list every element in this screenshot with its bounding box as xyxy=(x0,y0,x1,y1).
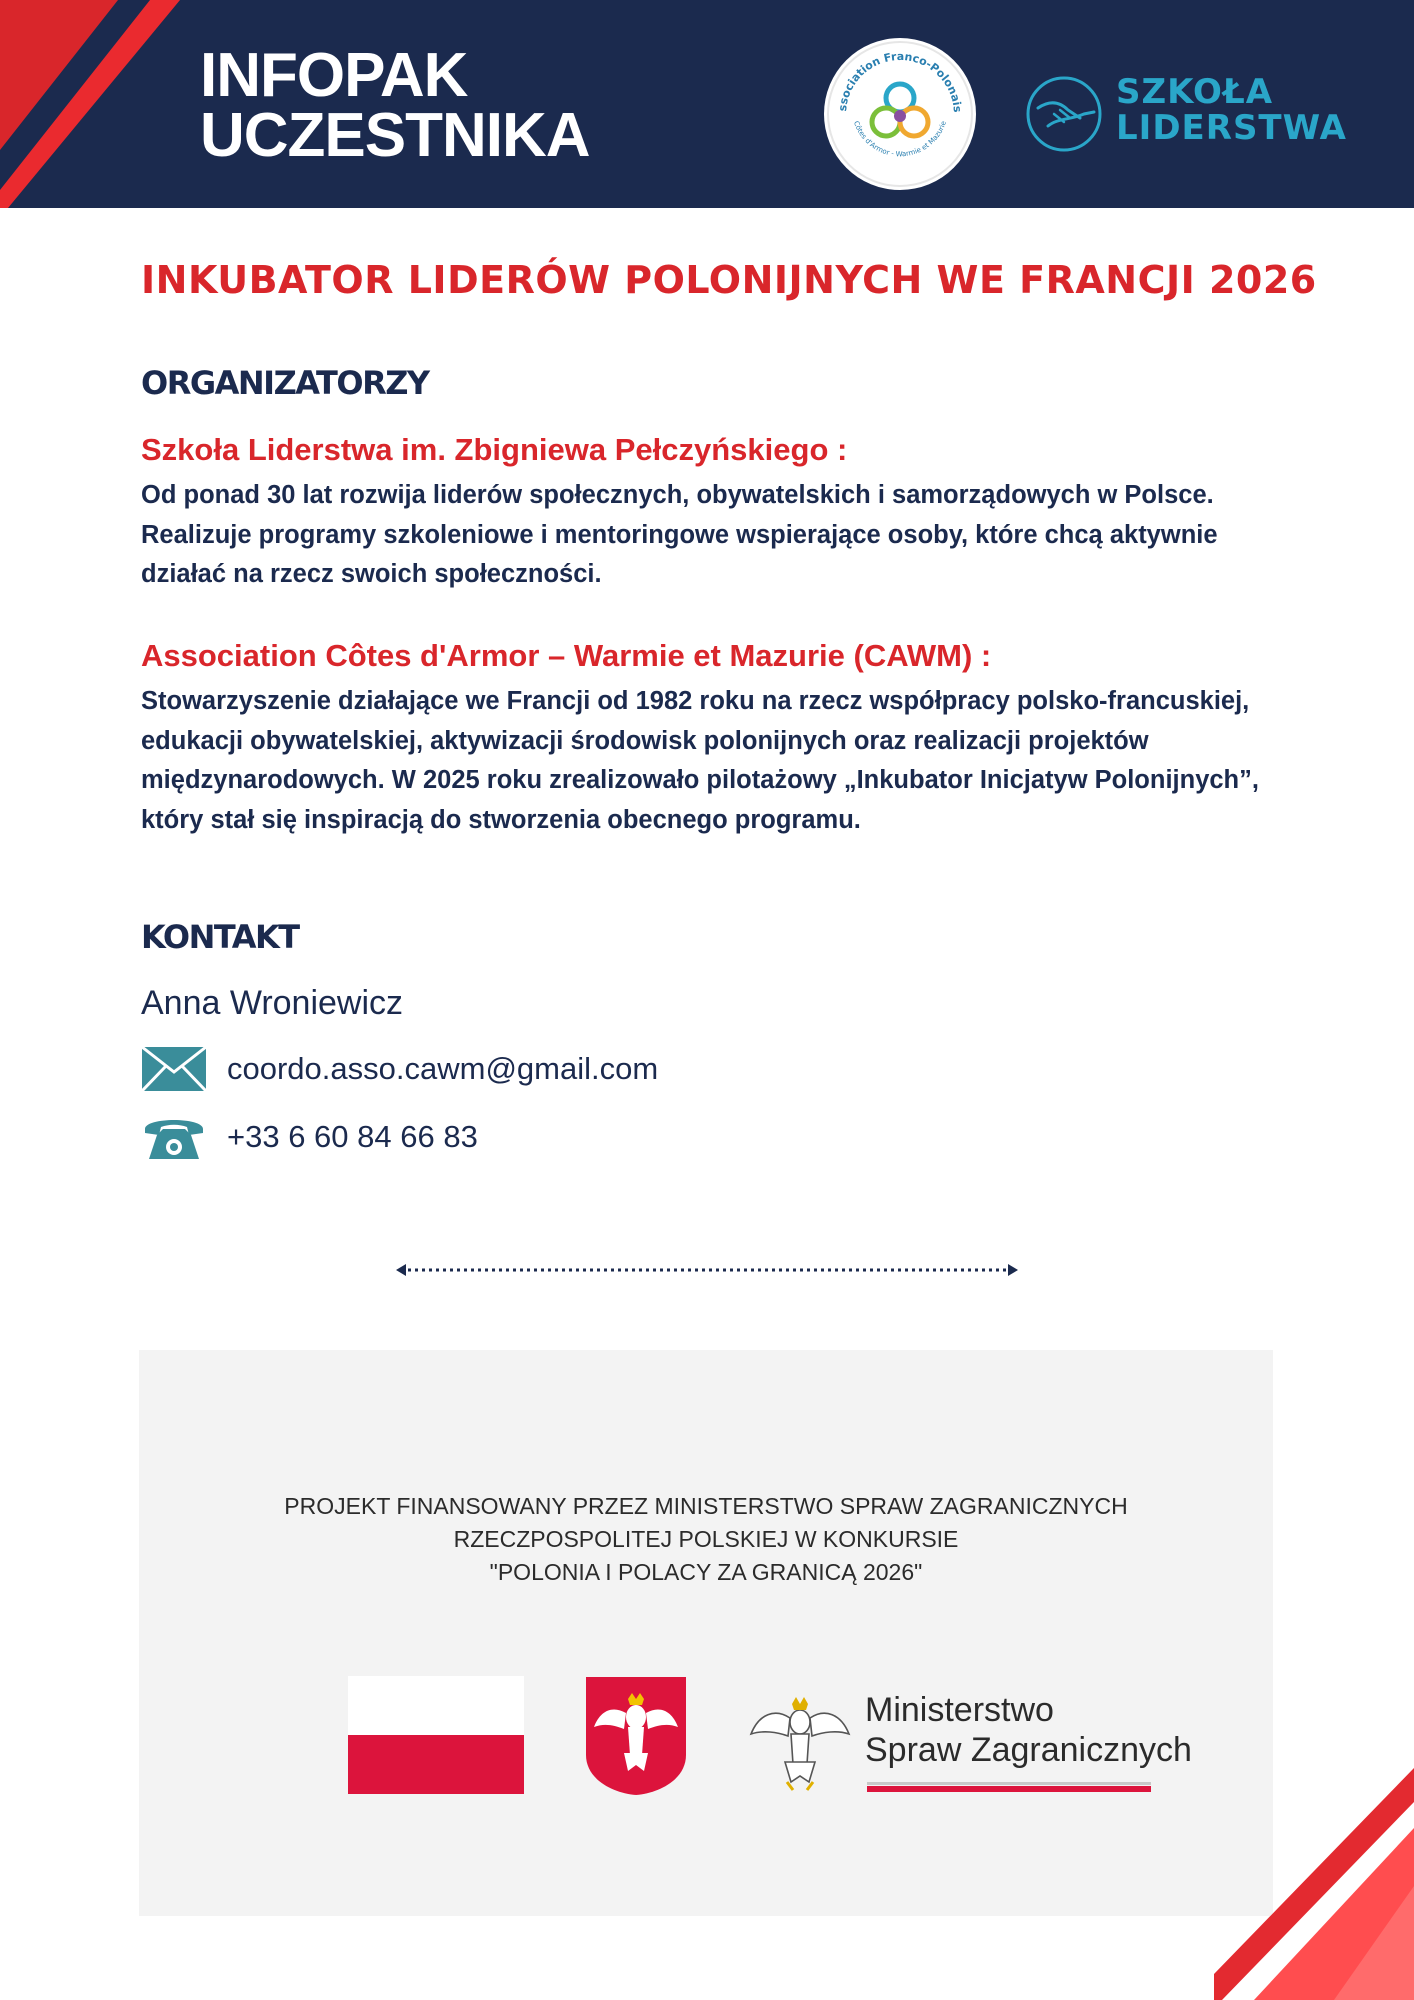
header-banner xyxy=(0,0,1414,208)
contact-heading: KONTAKT xyxy=(141,918,299,956)
funding-line-2: RZECZPOSPOLITEJ POLSKIEJ W KONKURSIE xyxy=(453,1526,959,1552)
funding-footer xyxy=(139,1350,1273,1916)
org2-name: Association Côtes d'Armor – Warmie et Mazurie (CAWM) : xyxy=(141,638,992,673)
ministry-line-2: Spraw Zagranicznych xyxy=(865,1731,1192,1769)
szkola-line-2: LIDERSTWA xyxy=(1116,108,1347,148)
ministry-name xyxy=(865,1690,1192,1770)
org1-description: Od ponad 30 lat rozwija liderów społecznych, obywatelskich i samorządowych w Polsce. Realizuje programy szkoleniowe i mentoringowe wspierające osoby, które chcą aktywnie działać na rzecz swoich społeczności. xyxy=(141,481,1218,588)
org1-name: Szkoła Liderstwa im. Zbigniewa Pełczyńskiego : xyxy=(141,432,848,467)
funding-line-3: "POLONIA I POLACY ZA GRANICĄ 2026" xyxy=(489,1559,923,1585)
ministry-underline xyxy=(867,1782,1151,1792)
funding-statement xyxy=(139,1490,1273,1589)
title-line-1: INFOPAK xyxy=(200,41,468,110)
polish-flag xyxy=(348,1676,524,1794)
envelope-icon xyxy=(141,1044,207,1094)
contact-person-name: Anna Wroniewicz xyxy=(141,984,404,1022)
arrow-right-icon xyxy=(1008,1264,1018,1276)
contact-phone[interactable]: +33 6 60 84 66 83 xyxy=(227,1119,478,1154)
assoc-logo-text-top: ssociation Franco-Polonais xyxy=(836,49,965,113)
assoc-logo-text-bottom: Côtes d'Armor - Warmie et Mazurie xyxy=(852,119,948,159)
polish-emblem xyxy=(584,1675,688,1797)
bottom-corner-stripes-decoration xyxy=(1214,1768,1414,2000)
program-title: INKUBATOR LIDERÓW POLONIJNYCH WE FRANCJI 2026 xyxy=(141,258,1317,302)
contact-email-row xyxy=(141,1044,658,1094)
szkola-line-1: SZKOŁA xyxy=(1116,72,1274,112)
szkola-liderstwa-logo-icon xyxy=(1024,74,1104,154)
contact-phone-row xyxy=(141,1112,478,1162)
arrow-left-icon xyxy=(396,1264,406,1276)
title-line-2: UCZESTNIKA xyxy=(200,101,590,170)
association-logo xyxy=(824,38,976,190)
organizers-heading: ORGANIZATORZY xyxy=(141,364,429,402)
org2-description: Stowarzyszenie działające we Francji od 1982 roku na rzecz współpracy polsko-francuskiej, edukacji obywatelskiej, aktywizacji środowisk polonijnych oraz realizacji projektów międzynarodowych. W 2025 roku zrealizowało pilotażowy „Inkubator Inicjatyw Polonijnych”, który stał się inspiracją do stworzenia obecnego programu. xyxy=(141,687,1259,834)
contact-email[interactable]: coordo.asso.cawm@gmail.com xyxy=(227,1051,659,1086)
szkola-liderstwa-wordmark xyxy=(1116,74,1347,146)
ministry-line-1: Ministerstwo xyxy=(865,1691,1054,1729)
white-eagle-icon xyxy=(747,1686,853,1798)
document-title xyxy=(200,41,590,170)
phone-icon xyxy=(141,1112,207,1162)
funding-line-1: PROJEKT FINANSOWANY PRZEZ MINISTERSTWO SPRAW ZAGRANICZNYCH xyxy=(284,1493,1128,1519)
dotted-arrow-divider xyxy=(396,1262,1018,1278)
corner-stripes-decoration xyxy=(0,0,200,208)
